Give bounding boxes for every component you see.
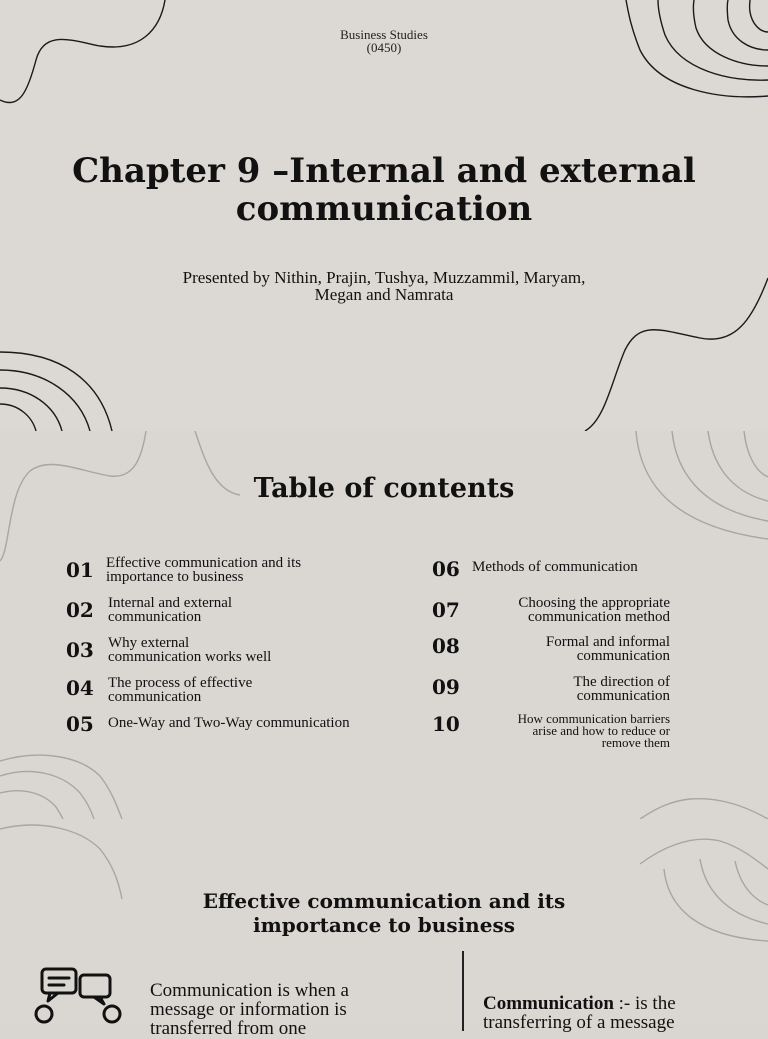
toc-item-label: One-Way and Two-Way communication bbox=[108, 715, 350, 731]
section-title-line-1: Effective communication and its bbox=[202, 889, 566, 913]
definition-line-2: transferring of a message bbox=[483, 1012, 675, 1033]
toc-item-label: communication bbox=[576, 688, 670, 704]
toc-item-label: communication bbox=[108, 689, 202, 705]
toc-item-09[interactable] bbox=[460, 675, 670, 703]
toc-item-07[interactable] bbox=[460, 596, 670, 624]
toc-item-label: Effective communication and its bbox=[106, 555, 302, 571]
subject-code: (0450) bbox=[366, 40, 402, 55]
presenters-line-2: Megan and Namrata bbox=[314, 285, 454, 304]
toc-item-08[interactable] bbox=[460, 635, 670, 663]
body-line-2: message or information is bbox=[150, 999, 347, 1020]
toc-item-06[interactable] bbox=[472, 560, 692, 574]
body-line-3: transferred from one bbox=[150, 1018, 307, 1039]
presenters-line-1: Presented by Nithin, Prajin, Tushya, Muzzammil, Maryam, bbox=[182, 268, 586, 287]
toc-item-label: remove them bbox=[601, 735, 670, 750]
definition-separator: :- is the bbox=[613, 993, 676, 1014]
toc-number-09: 09 bbox=[432, 675, 460, 699]
toc-item-label: Choosing the appropriate bbox=[518, 595, 670, 611]
toc-item-05[interactable] bbox=[108, 716, 418, 730]
toc-item-label: arise and how to reduce or bbox=[532, 723, 670, 738]
toc-item-label: importance to business bbox=[106, 569, 244, 585]
toc-slide bbox=[0, 431, 768, 819]
toc-item-01[interactable] bbox=[106, 556, 406, 584]
section-slide bbox=[0, 819, 768, 1039]
toc-item-label: Formal and informal bbox=[545, 634, 670, 650]
toc-item-label: Internal and external bbox=[108, 595, 233, 611]
definition-term: Communication bbox=[483, 993, 614, 1014]
toc-item-label: The direction of bbox=[573, 674, 670, 690]
toc-number-08: 08 bbox=[432, 634, 460, 658]
definition-line-1 bbox=[483, 994, 753, 1013]
presenters-text bbox=[100, 269, 668, 303]
toc-item-10[interactable] bbox=[460, 713, 670, 749]
definition-text bbox=[483, 994, 753, 1032]
toc-title: Table of contents bbox=[253, 473, 515, 504]
body-line-1: Communication is when a bbox=[150, 980, 349, 1001]
section-body-text bbox=[150, 981, 440, 1038]
toc-number-02: 02 bbox=[66, 598, 94, 622]
section-title bbox=[100, 889, 668, 937]
toc-number-05: 05 bbox=[66, 712, 94, 736]
subject-name: Business Studies bbox=[340, 27, 428, 42]
toc-item-label: communication bbox=[576, 648, 670, 664]
chat-bubbles-people-icon bbox=[32, 967, 124, 1027]
toc-item-label: communication method bbox=[527, 609, 670, 625]
cover-slide bbox=[0, 0, 768, 431]
toc-item-label: communication bbox=[108, 609, 202, 625]
vertical-divider bbox=[462, 951, 464, 1031]
toc-number-03: 03 bbox=[66, 638, 94, 662]
toc-item-label: The process of effective bbox=[108, 675, 253, 691]
section-title-line-2: importance to business bbox=[253, 913, 515, 937]
toc-number-01: 01 bbox=[66, 558, 94, 582]
title-line-2: communication bbox=[235, 189, 533, 229]
presentation-title bbox=[40, 152, 728, 228]
toc-number-10: 10 bbox=[432, 712, 460, 736]
toc-item-03[interactable] bbox=[108, 636, 408, 664]
toc-item-label: Methods of communication bbox=[472, 559, 638, 575]
toc-number-07: 07 bbox=[432, 598, 460, 622]
toc-item-label: Why external bbox=[108, 635, 190, 651]
title-line-1: Chapter 9 –Internal and external bbox=[72, 151, 696, 191]
toc-item-label: communication works well bbox=[108, 649, 272, 665]
subject-label bbox=[0, 28, 768, 54]
toc-number-04: 04 bbox=[66, 676, 94, 700]
toc-item-02[interactable] bbox=[108, 596, 408, 624]
toc-number-06: 06 bbox=[432, 557, 460, 581]
toc-item-04[interactable] bbox=[108, 676, 408, 704]
toc-item-label: How communication barriers bbox=[517, 711, 670, 726]
